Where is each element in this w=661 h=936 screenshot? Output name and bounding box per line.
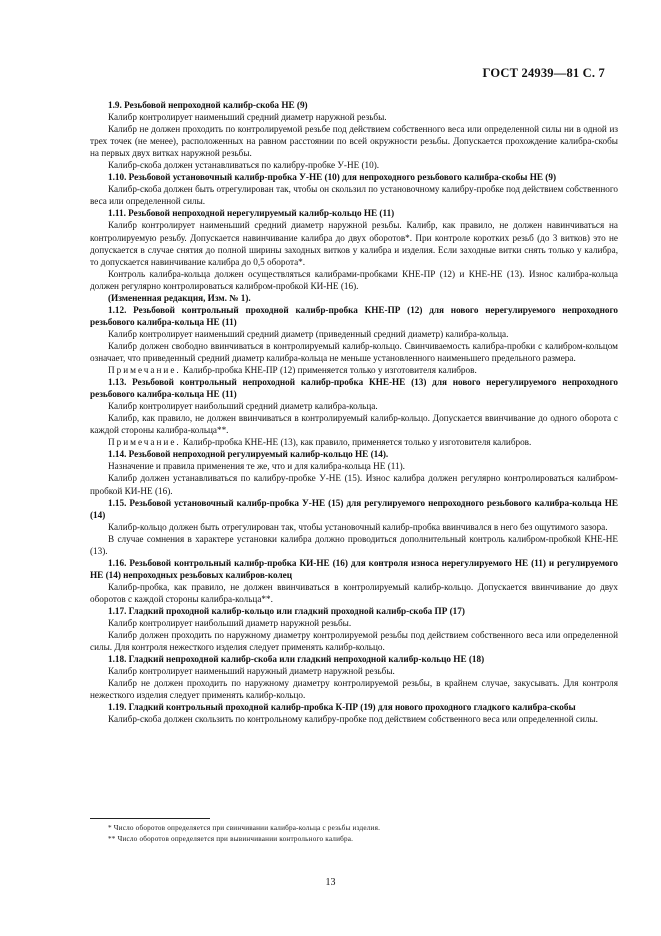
body-paragraph: Калибр-скоба должен скользить по контрольному калибру-пробке под действием собственного веса или определенной силы. [108, 714, 598, 725]
section-heading: 1.15. Резьбовой установочный калибр-пробка У-НЕ (15) для регулируемого непроходного резьбового калибра-кольца НЕ (14) [90, 497, 618, 520]
section-heading: 1.12. Резьбовой контрольный проходной калибр-пробка КНЕ-ПР (12) для нового нерегулируемого непроходного резьбового калибра-кольца НЕ (11) [90, 304, 618, 327]
section-heading: 1.14. Резьбовой непроходной регулируемый калибр-кольцо НЕ (14). [108, 449, 389, 460]
section-heading: 1.19. Гладкий контрольный проходной калибр-пробка К-ПР (19) для нового проходного гладкого калибра-скобы [108, 702, 576, 713]
body-paragraph: Калибр, как правило, не должен ввинчиваться в контролируемый калибр-кольцо. Допускается ввинчивание до одного оборота с каждой стороны калибра-кольца**. [90, 413, 618, 436]
body-paragraph: Калибр контролирует наименьший наружный диаметр наружной резьбы. [108, 666, 395, 677]
body-paragraph: Калибр контролирует наименьший средний диаметр наружной резьбы. Калибр, как правило, не должен навинчиваться на контролируемую резьбу. Допускается навинчивание калибра до двух оборотов*. При контроле коротких резьб (до 3 витков) это не допускается в случае снятия до полной ширины заходных витков у калибра и изделия. Если заходные витки снять только у калибра, то допускается навинчивание калибра до 0,5 оборота*. [90, 220, 618, 267]
body-paragraph: Калибр контролирует наименьший средний диаметр наружной резьбы. [108, 112, 387, 123]
body-paragraph: Калибр не должен проходить по наружному диаметру контролируемой резьбы, в крайнем случае, закусывать. Для контроля нежесткого изделия следует применять калибр-кольцо. [90, 678, 618, 701]
body-paragraph: Калибр-скоба должен устанавливаться по калибру-пробке У-НЕ (10). [108, 160, 380, 171]
note-label: Примечание. [108, 365, 181, 376]
body-paragraph: В случае сомнения в характере установки калибра должно проводиться дополнительный контроль калибром-пробкой КНЕ-НЕ (13). [90, 533, 618, 556]
body-paragraph: Назначение и правила применения те же, что и для калибра-кольца НЕ (11). [108, 461, 405, 472]
section-heading: 1.17. Гладкий проходной калибр-кольцо или гладкий проходной калибр-скоба ПР (17) [108, 605, 465, 616]
body-paragraph: Калибр контролирует наименьший средний диаметр (приведенный средний диаметр) калибра-кольца. [108, 328, 509, 339]
section-heading: 1.13. Резьбовой контрольный непроходной калибр-пробка КНЕ-НЕ (13) для нового нерегулируемого непроходного резьбового калибра-кольца НЕ (11) [90, 377, 618, 400]
body-paragraph: Калибр-скоба должен быть отрегулирован так, чтобы он скользил по установочному калибру-пробке под действием собственного веса или определенной силы. [90, 184, 618, 207]
page-header: ГОСТ 24939—81 С. 7 [482, 66, 605, 80]
note-text: Калибр-пробка КНЕ-ПР (12) применяется только у изготовителя калибров. [180, 365, 477, 376]
section-heading: (Измененная редакция, Изм. № 1). [108, 292, 251, 303]
section-heading: 1.16. Резьбовой контрольный калибр-пробка КИ-НЕ (16) для контроля износа нерегулируемого НЕ (11) и регулируемого НЕ (14) непроходных резьбовых калибров-колец [90, 557, 618, 580]
section-heading: 1.11. Резьбовой непроходной нерегулируемый калибр-кольцо НЕ (11) [108, 208, 395, 219]
body-paragraph: Калибр должен проходить по наружному диаметру контролируемой резьбы под действием собственного веса или определенной силы. Для контроля нежесткого изделия следует применять калибр-кольцо. [90, 630, 618, 653]
footnotes [90, 818, 618, 844]
section-heading: 1.9. Резьбовой непроходной калибр-скоба НЕ (9) [108, 100, 308, 110]
body-paragraph: Калибр должен свободно ввинчиваться в контролируемый калибр-кольцо. Свинчиваемость калибра-пробки с калибром-кольцом означает, что приведенный средний диаметр калибра-кольца не меньше установленного наименьшего предельного размера. [90, 340, 618, 363]
note-label: Примечание. [108, 437, 181, 448]
footnote: ** Число оборотов определяется при вывинчивании контрольного калибра. [108, 834, 354, 843]
body-paragraph: Контроль калибра-кольца должен осуществляться калибрами-пробками КНЕ-ПР (12) и КНЕ-НЕ (13). Износ калибра-кольца должен регулярно контролироваться калибром-пробкой КИ-НЕ (16). [90, 268, 618, 291]
page-number: 13 [325, 877, 336, 888]
footnote-rule [90, 818, 210, 819]
body-paragraph: Калибр-кольцо должен быть отрегулирован так, чтобы установочный калибр-пробка ввинчивался в него без ощутимого зазора. [108, 521, 608, 532]
footnote: * Число оборотов определяется при свинчивании калибра-кольца с резьбы изделия. [108, 824, 381, 832]
note-paragraph [90, 364, 618, 376]
section-heading: 1.18. Гладкий непроходной калибр-скоба или гладкий непроходной калибр-кольцо НЕ (18) [108, 654, 485, 665]
body-paragraph: Калибр-пробка, как правило, не должен ввинчиваться в контролируемый калибр-кольцо. Допускается ввинчивание до двух оборотов с каждой стороны калибра-кольца**. [90, 581, 618, 604]
body-paragraph: Калибр контролирует наибольший средний диаметр калибра-кольца. [108, 401, 378, 412]
body-paragraph: Калибр контролирует наибольший диаметр наружной резьбы. [108, 618, 352, 629]
note-paragraph [90, 436, 618, 448]
body-paragraph: Калибр должен устанавливаться по калибру-пробке У-НЕ (15). Износ калибра должен регулярно контролироваться калибром-пробкой КИ-НЕ (16). [90, 473, 618, 496]
note-text: Калибр-пробка КНЕ-НЕ (13), как правило, применяется только у изготовителя калибров. [180, 437, 532, 448]
section-heading: 1.10. Резьбовой установочный калибр-пробка У-НЕ (10) для непроходного резьбового калибра-скобы НЕ (9) [108, 172, 556, 183]
document-body [90, 99, 618, 725]
body-paragraph: Калибр не должен проходить по контролируемой резьбе под действием собственного веса или определенной силы ни в одной из трех точек (не менее), расположенных на равном расстоянии по всей окружности резьбы. Допускается прохождение калибра-скобы на первых двух витках наружной резьбы. [90, 124, 618, 159]
